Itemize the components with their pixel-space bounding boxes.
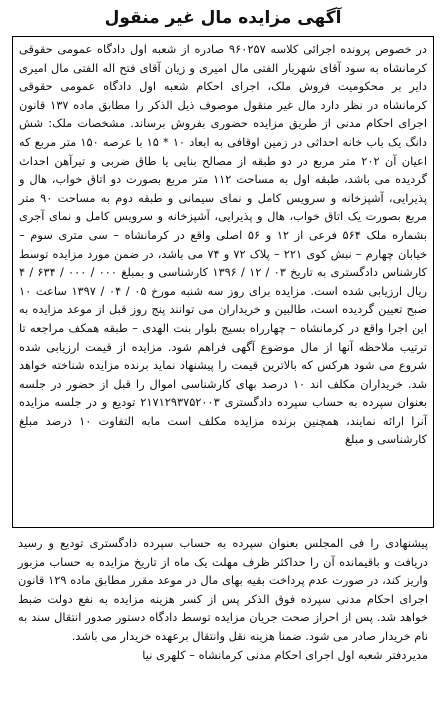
notice-title: آگهی مزایده مال غیر منقول xyxy=(104,8,342,28)
notice-continued-text xyxy=(12,528,434,646)
notice-signature: مدیردفتر شعبه اول اجرای احکام مدنی کرمانشاه – کلهری نیا xyxy=(142,647,428,662)
notice-boxed-text xyxy=(12,36,434,528)
notice-paragraph-continued: پیشنهادی را فی المجلس بعنوان سپرده به حساب سپرده دادگستری تودیع و رسید دریافت و باقیمانده آن را حداکثر ظرف مهلت یک ماه از تاریخ مزایده به حساب مزبور واریز کند، در صورت عدم پرداخت بقیه بهای مال در موعد مقرر مطابق ماده ۱۲۹ قانون اجرای احکام مدنی سپرده فوق الذکر پس از کسر هزینه مزایده به نفع دولت ضبط خواهد شد. پس از احراز صحت جریان مزایده توسط دادگاه دستور صدور انتقال سند به نام خریدار صادر می شود. ضمنا هزینه نقل وانتقال برعهده خریدار می باشد. xyxy=(18,536,428,643)
notice-paragraph: در خصوص پرونده اجرائی کلاسه ۹۶۰۲۵۷ صادره از شعبه اول دادگاه عمومی حقوقی کرمانشاه به سود آقای شهریار الفتی مال امیری و زیان آقای فتح اله الفتی مال امیری دایر بر محکومیت فروش ملک، اجرای احکام شعبه اول دادگاه عمومی حقوقی کرمانشاه در نظر دارد مال غیر منقول موصوف ذیل الذکر را مطابق ماده ۱۳۷ قانون اجرای احکام مدنی از طریق مزایده حضوری بفروش برساند. مشخصات ملک: شش دانگ یک باب خانه احداثی در زمین اوقافی به ابعاد ۱۰ * ۱۵ با عرصه ۱۵۰ متر مربع که اعیان آن ۲۰۲ متر مربع در دو طبقه از مصالح بنایی یا طاق ضربی و تیرآهن احداث گردیده می باشد، طبقه اول به مساحت ۱۱۲ متر مربع بصورت دو اتاق خواب، هال و پذیرایی، آشپزخانه و سرویس کامل و نمای سیمانی و طبقه دوم به مساحت ۹۰ متر مربع بصورت یک اتاق خواب، هال و پذیرایی، آشپزخانه و سرویس کامل و نمای آجری بشماره ملک ۵۶۴ فرعی از ۱۲ و ۵۶ اصلی واقع در کرمانشاه – سی متری سوم – خیابان چهارم – نبش کوی ۲۲۱ – پلاک ۷۲ و ۷۴ می باشد، در ضمن مورد مزایده توسط کارشناس دادگستری به تاریخ ۰۳ / ۱۲ / ۱۳۹۶ کارشناسی و بمبلغ ۰۰۰ / ۰۰۰ / ۶۳۴ / ۴ ریال ارزیابی شده است. مزایده برای روز سه شنبه مورخ ۰۵ / ۰۴ / ۱۳۹۷ ساعت ۱۰ صبح تعیین گردیده است، طالبین و خریداران می توانند پنج روز قبل از موعد مزایده به این اجرا واقع در کرمانشاه – چهارراه بسیج بلوار بنت الهدی – طبقه همکف مراجعه تا ترتیب ملاحظه آنها از مال موضوع آگهی فراهم شود. مزایده از قیمت ارزیابی شده شروع می شود هرکس که بالاترین قیمت را پیشنهاد نماید برنده مزایده شناخته خواهد شد. خریداران مکلف اند ۱۰ درصد بهای کارشناسی اموال را قبل از حضور در جلسه بعنوان سپرده به حساب سپرده دادگستری ۲۱۷۱۲۹۳۷۵۲۰۰۳ تودیع و در جلسه مزایده آنرا ارائه نمایند، همچنین برنده مزایده مکلف است مابه التفاوت ۱۰ درصد مبلغ کارشناسی و مبلغ xyxy=(19,42,428,447)
